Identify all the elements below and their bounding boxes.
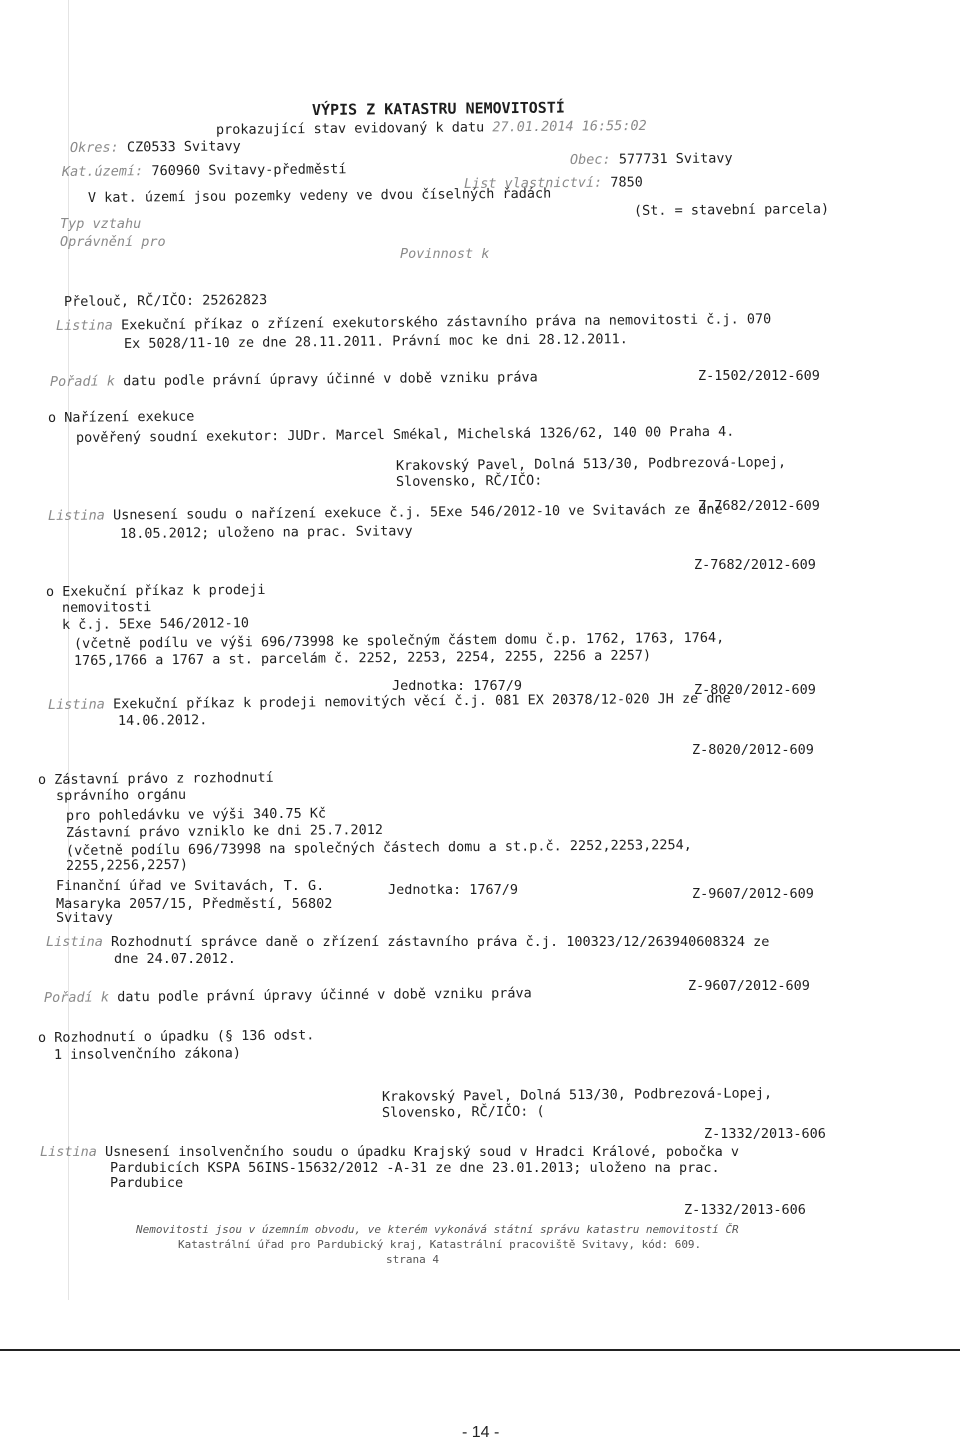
poradi-entry [50,369,538,390]
reference-code: Z-8020/2012-609 [692,742,814,758]
obec-value: 577731 Svitavy [618,150,733,168]
text-line: 1 insolvenčního zákona) [53,1045,242,1063]
page-divider [0,1349,960,1351]
listina-label: Listina [47,696,105,713]
list-value: 7850 [610,174,643,191]
header-note-right: (St. = stavební parcela) [633,201,830,219]
text-line: 1765,1766 a 1767 a st. parcelám č. 2252, 2253, 2254, 2255, 2256 a 2257) [73,647,652,669]
poradi-text: datu podle právní úpravy účinné v době vzniku práva [123,369,538,390]
header-note: V kat. území jsou pozemky vedeny ve dvou číselných řadách [87,185,552,206]
listina-text: Usnesení insolvenčního soudu o úpadku Krajský soud v Hradci Králové, pobočka v [105,1144,740,1160]
okres-value: CZ0533 Svitavy [126,138,241,156]
okres-row [70,138,241,156]
text-line: Slovensko, RČ/IČO: [395,472,543,490]
page-number: - 14 - [462,1424,500,1441]
obec-label: Obec: [569,151,611,168]
list-label: List vlastnictví: [463,174,603,192]
listina-entry [56,311,771,334]
listina-label: Listina [55,317,113,334]
subtitle-prefix: prokazující stav evidovaný k datu [215,119,485,138]
section-heading: o Rozhodnutí o úpadku (§ 136 odst. [37,1027,315,1046]
text-line: Krakovský Pavel, Dolná 513/30, Podbrezová-Lopej, [395,454,787,474]
footer-page-label: strana 4 [386,1253,439,1266]
listina-entry [48,502,723,524]
poradi-entry [44,985,532,1006]
reference-code: Z-9607/2012-609 [688,978,810,994]
reference-code: Z-7682/2012-609 [694,557,816,573]
poradi-text: datu podle právní úpravy účinné v době vzniku práva [117,985,532,1006]
jednotka-text: Jednotka: 1767/9 [388,882,519,898]
listina-text: Exekuční příkaz k prodeji nemovitých věcí č.j. 081 EX 20378/12-020 JH ze dne [112,690,731,713]
section-heading: o Zástavní právo z rozhodnutí [37,769,274,788]
typ-vztahu-label: Typ vztahu [60,216,142,232]
katuzemi-row [62,161,347,180]
poradi-label: Pořadí k [49,373,116,390]
text-line: Ex 5028/11-10 ze dne 28.11.2011. Právní moc ke dni 28.12.2011. [123,331,628,352]
reference-code: Z-1502/2012-609 [698,368,820,384]
text-line: Masaryka 2057/15, Předměstí, 56802 [56,896,333,912]
jednotka-text: Jednotka: 1767/9 [392,678,523,694]
listina-text: Rozhodnutí správce daně o zřízení zástavního práva č.j. 100323/12/263940608324 ze [111,934,770,950]
text-line: (včetně podílu 696/73998 na společných částech domu a st.p.č. 2252,2253,2254, [65,836,692,859]
reference-code: Z-1332/2013-606 [704,1126,826,1142]
text-line: 18.05.2012; uloženo na prac. Svitavy [119,523,413,542]
listina-label: Listina [40,1144,97,1160]
text-line: správního orgánu [55,786,187,804]
text-line: 2255,2256,2257) [65,856,188,874]
povinnost-k-label: Povinnost k [400,246,490,262]
listina-entry [46,934,769,950]
footer-line-1: Nemovitosti jsou v územním obvodu, ve kterém vykonává státní správu katastru nemovitostí ČR [136,1223,739,1236]
text-line: pro pohledávku ve výši 340.75 Kč [65,805,327,824]
text-line: Finanční úřad ve Svitavách, T. G. [56,878,325,894]
text-line: Slovensko, RČ/IČO: ( [381,1103,545,1121]
subtitle-date: 27.01.2014 16:55:02 [492,117,647,136]
text-line: k č.j. 5Exe 546/2012-10 [61,615,250,633]
text-line: Svitavy [56,910,113,926]
text-line: dne 24.07.2012. [114,951,236,967]
katuzemi-label: Kat.území: [61,163,144,180]
listina-entry [40,1144,739,1160]
poradi-label: Pořadí k [43,989,110,1006]
listina-entry [48,690,731,713]
okres-label: Okres: [69,139,119,156]
katuzemi-value: 760960 Svitavy-předměstí [151,161,347,180]
reference-code: Z-8020/2012-609 [694,682,816,698]
text-line: Přelouč, RČ/IČO: 25262823 [63,292,268,310]
section-heading: o Exekuční příkaz k prodeji [45,581,266,600]
footer-line-2: Katastrální úřad pro Pardubický kraj, Katastrální pracoviště Svitavy, kód: 609. [178,1238,702,1251]
scan-edge-shadow [68,0,69,1300]
reference-code: Z-9607/2012-609 [692,886,814,902]
text-line: 14.06.2012. [117,712,208,729]
reference-code: Z-1332/2013-606 [684,1202,806,1218]
listina-label: Listina [47,507,105,524]
opravneni-pro-label: Oprávnění pro [60,234,166,250]
section-heading: o Nařízení exekuce [47,408,195,426]
obec-row [570,150,733,168]
document-subtitle [216,118,647,138]
text-line: Krakovský Pavel, Dolná 513/30, Podbrezová-Lopej, [381,1085,773,1105]
listina-label: Listina [46,934,103,950]
text-line: (včetně podílu ve výši 696/73998 ke společným částem domu č.p. 1762, 1763, 1764, [73,629,725,652]
listina-text: Exekuční příkaz o zřízení exekutorského zástavního práva na nemovitosti č.j. 070 [120,311,772,334]
text-line: Zástavní právo vzniklo ke dni 25.7.2012 [65,821,384,841]
text-line: pověřený soudní exekutor: JUDr. Marcel Smékal, Michelská 1326/62, 140 00 Praha 4. [75,423,735,446]
document-title: VÝPIS Z KATASTRU NEMOVITOSTÍ [311,98,565,119]
text-line: nemovitosti [61,599,152,616]
text-line: Pardubice [110,1175,184,1191]
listina-text: Usnesení soudu o nařízení exekuce č.j. 5Exe 546/2012-10 ve Svitavách ze dne [112,501,723,524]
text-line: Pardubicích KSPA 56INS-15632/2012 -A-31 ze dne 23.01.2013; uloženo na prac. [110,1160,720,1176]
reference-code: Z-7682/2012-609 [698,498,820,514]
